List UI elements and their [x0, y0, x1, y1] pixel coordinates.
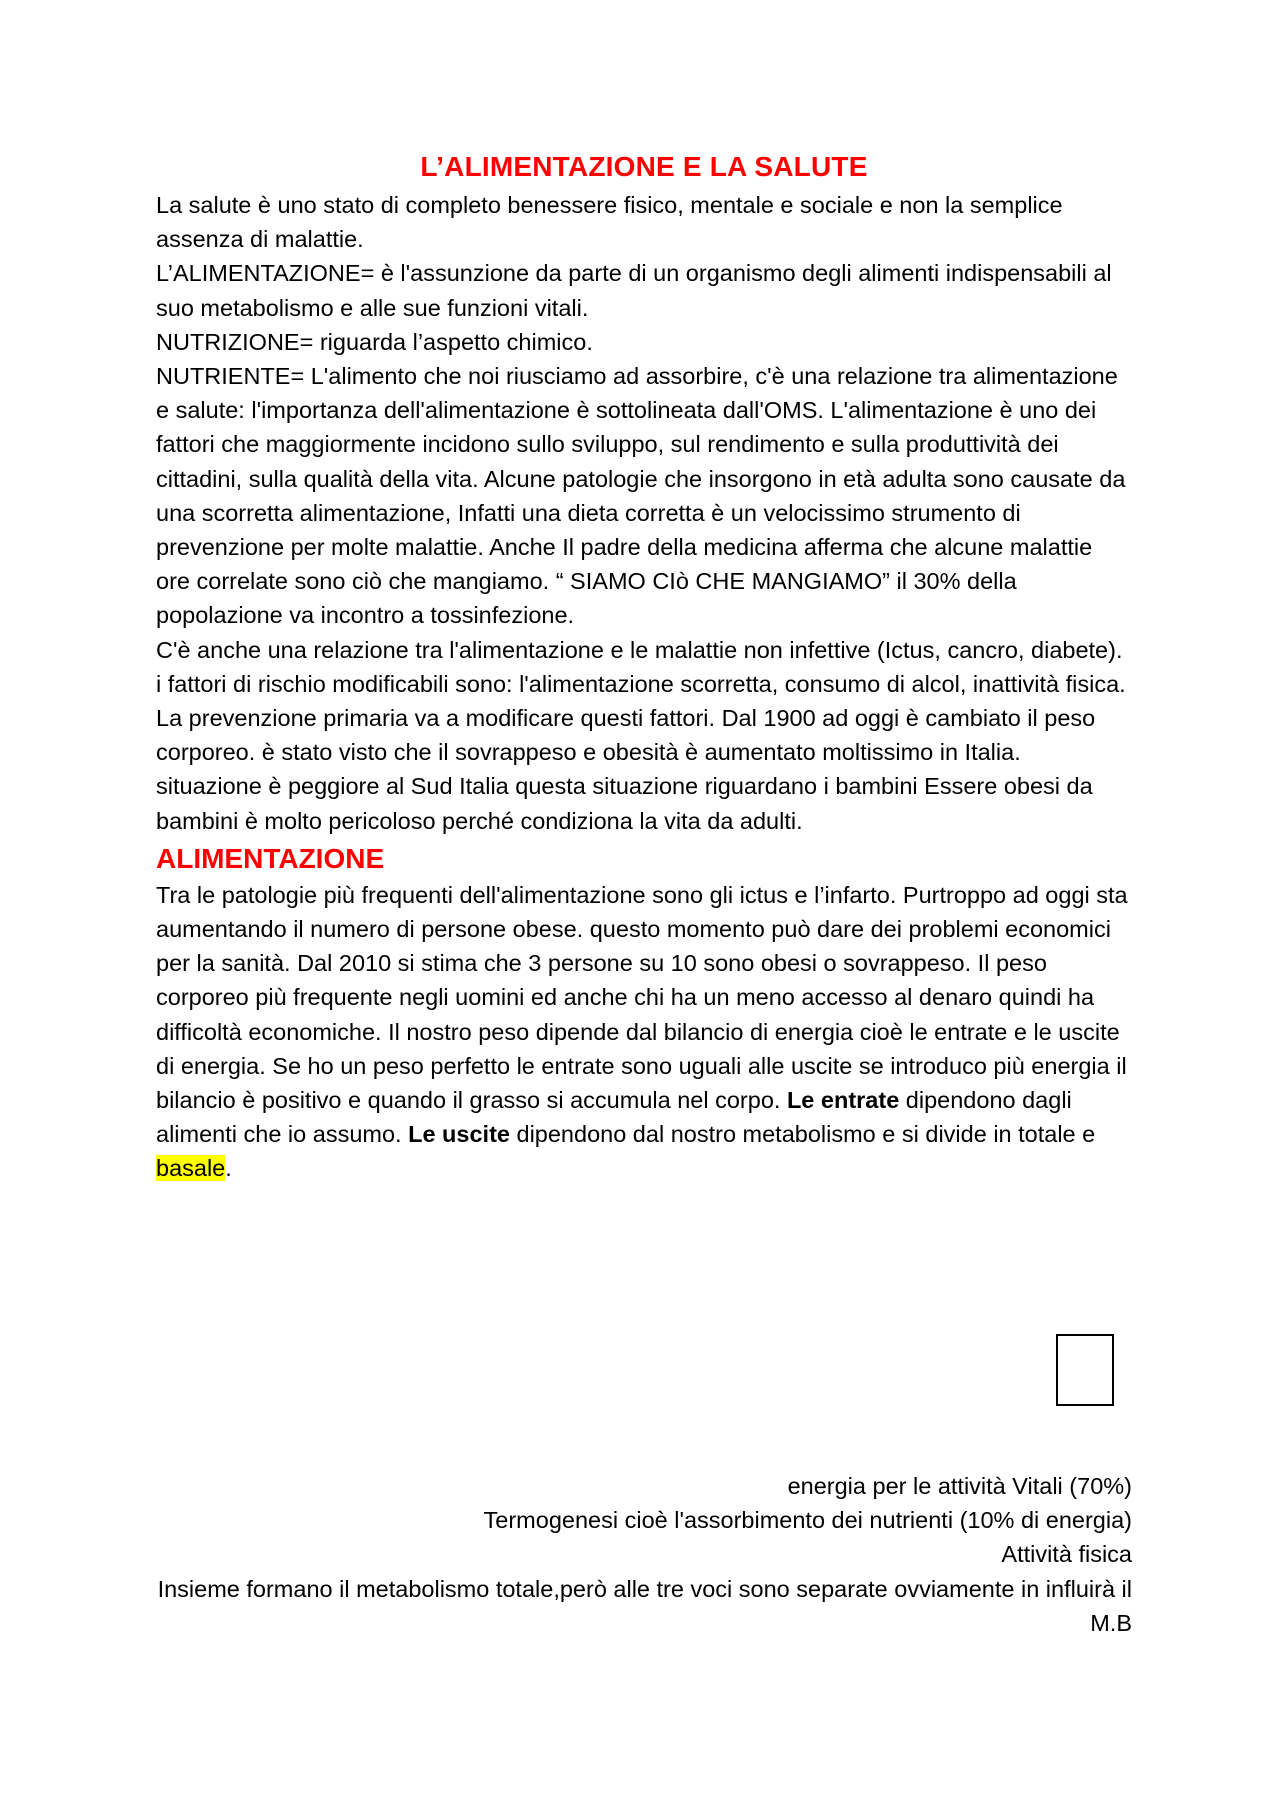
- document-page: [156, 150, 1132, 1186]
- metabolism-line-attivita: Attività fisica: [1001, 1541, 1132, 1568]
- intro-paragraph-nutrizione: NUTRIZIONE= riguarda l’aspetto chimico.: [156, 328, 593, 355]
- bold-uscite: Le uscite: [408, 1121, 510, 1148]
- intro-paragraph-health: La salute è uno stato di completo benessere fisico, mentale e sociale e non la semplice assenza di malattie.: [156, 192, 1063, 253]
- section-title: ALIMENTAZIONE: [156, 842, 385, 874]
- section-text-part1: Tra le patologie più frequenti dell'alimentazione sono gli ictus e l’infarto. Purtroppo ad oggi sta aumentando il numero di persone obese. questo momento può dare dei problemi economici per la sanità. Dal 2010 si stima che 3 persone su 10 sono obesi o sovrappeso. Il peso corporeo più frequente negli uomini ed anche chi ha un meno accesso al denaro quindi ha difficoltà economiche. Il nostro peso dipende dal bilancio di energia cioè le entrate e le uscite di energia. Se ho un peso perfetto le entrate sono uguali alle uscite se introduco più energia il bilancio è positivo e quando il grasso si accumula nel corpo.: [156, 881, 1128, 1114]
- section-paragraph: [156, 878, 1132, 1186]
- section-text-part4: .: [225, 1155, 232, 1182]
- intro-paragraph-malattie: C'è anche una relazione tra l'alimentazione e le malattie non infettive (Ictus, cancro, diabete). i fattori di rischio modificabili sono: l'alimentazione scorretta, consumo di alcol, inattività fisica. La prevenzione primaria va a modificare questi fattori. Dal 1900 ad oggi è cambiato il peso corporeo. è stato visto che il sovrappeso e obesità è aumentato moltissimo in Italia. situazione è peggiore al Sud Italia questa situazione riguardano i bambini Essere obesi da bambini è molto pericoloso perché condiziona la vita da adulti.: [156, 636, 1126, 834]
- intro-paragraph-alimentazione: L’ALIMENTAZIONE= è l'assunzione da parte di un organismo degli alimenti indispensabili al suo metabolismo e alle sue funzioni vitali.: [156, 260, 1112, 321]
- intro-paragraph-nutriente: NUTRIENTE= L'alimento che noi riusciamo ad assorbire, c'è una relazione tra alimentazione e salute: l'importanza dell'alimentazione è sottolineata dall'OMS. L'alimentazione è uno dei fattori che maggiormente incidono sullo sviluppo, sul rendimento e sulla produttività dei cittadini, sulla qualità della vita. Alcune patologie che insorgono in età adulta sono causate da una scorretta alimentazione, Infatti una dieta corretta è un velocissimo strumento di prevenzione per molte malattie. Anche Il padre della medicina afferma che alcune malattie ore correlate sono ciò che mangiamo. “ SIAMO CIò CHE MANGIAMO” il 30% della popolazione va incontro a tossinfezione.: [156, 363, 1126, 629]
- highlighted-word: basale: [156, 1155, 226, 1182]
- metabolism-line-termogenesi: Termogenesi cioè l'assorbimento dei nutrienti (10% di energia): [483, 1507, 1132, 1534]
- metabolism-line-totale: Insieme formano il metabolismo totale,però alle tre voci sono separate ovviamente in influirà il M.B: [157, 1575, 1132, 1636]
- page-title: L’ALIMENTAZIONE E LA SALUTE: [420, 151, 868, 182]
- bold-entrate: Le entrate: [786, 1087, 900, 1114]
- section-text-part3: dipendono dal nostro metabolismo e si divide in totale e: [509, 1121, 1096, 1148]
- metabolism-list: [156, 1469, 1132, 1640]
- metabolism-line-vitali: energia per le attività Vitali (70%): [787, 1473, 1132, 1499]
- section-text-part2: dipendono dagli alimenti che io assumo.: [156, 1087, 1072, 1148]
- empty-image-placeholder: [1056, 1334, 1114, 1406]
